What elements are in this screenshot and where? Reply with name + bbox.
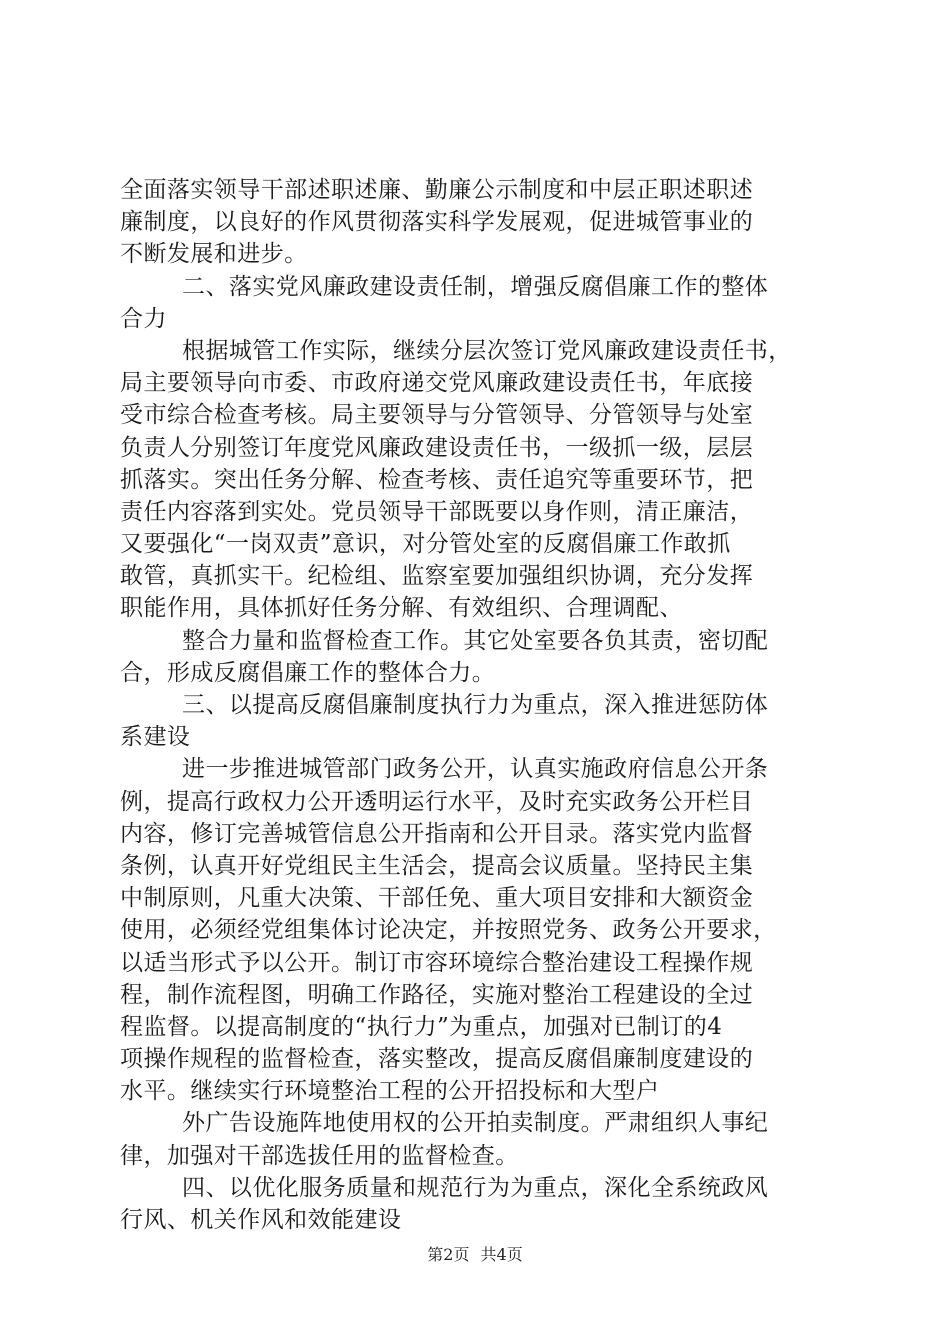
text-line: 负责人分别签订年度党风廉政建设责任书，一级抓一级，层层 <box>120 434 754 461</box>
text-line: 受市综合检查考核。局主要领导与分管领导、分管领导与处室 <box>120 402 754 429</box>
text-line: 行风、机关作风和效能建设 <box>120 1207 402 1233</box>
text-line: 职能作用，具体抓好任务分解、有效组织、合理调配、 <box>120 595 683 622</box>
text-line: 例，提高行政权力公开透明运行水平，及时充实政务公开栏目 <box>120 788 754 815</box>
text-line: 全面落实领导干部述职述廉、勤廉公示制度和中层正职述职述 <box>120 177 754 203</box>
text-line: 系建设 <box>120 724 191 751</box>
text-line: 敢管，真抓实干。纪检组、监察室要加强组织协调，充分发挥 <box>120 563 754 590</box>
text-line: 程，制作流程图，明确工作路径，实施对整治工程建设的全过 <box>120 981 754 1008</box>
text-line: 使用，必须经党组集体讨论决定，并按照党务、政务公开要求， <box>120 917 777 944</box>
page-number: 第2页 <box>427 1245 470 1264</box>
text-line: 水平。继续实行环境整治工程的公开招投标和大型户 <box>120 1078 660 1105</box>
text-line: 外广告设施阵地使用权的公开拍卖制度。严肃组织人事纪 <box>182 1110 769 1137</box>
text-line: 律，加强对干部选拔任用的监督检查。 <box>120 1142 519 1169</box>
page-footer <box>0 1242 950 1265</box>
text-line: 合力 <box>120 305 167 332</box>
text-line: 责任内容落到实处。党员领导干部既要以身作则，清正廉洁， <box>120 498 754 525</box>
text-line: 抓落实。突出任务分解、检查考核、责任追究等重要环节，把 <box>120 466 754 493</box>
text-line: 中制原则，凡重大决策、干部任免、重大项目安排和大额资金 <box>120 885 754 912</box>
text-line: 项操作规程的监督检查，落实整改，提高反腐倡廉制度建设的 <box>120 1046 754 1073</box>
text-line: 又要强化“一岗双责”意识，对分管处室的反腐倡廉工作敢抓 <box>120 531 731 558</box>
text-line: 四、以优化服务质量和规范行为为重点，深化全系统政风 <box>182 1174 769 1201</box>
text-line: 不断发展和进步。 <box>120 241 308 268</box>
text-line: 进一步推进城管部门政务公开，认真实施政府信息公开条 <box>182 756 769 783</box>
text-line: 程监督。以提高制度的“执行力”为重点，加强对已制订的4 <box>120 1013 723 1040</box>
page-total: 共4页 <box>480 1245 523 1264</box>
text-line: 局主要领导向市委、市政府递交党风廉政建设责任书，年底接 <box>120 370 754 397</box>
text-line: 根据城管工作实际，继续分层次签订党风廉政建设责任书， <box>182 337 792 364</box>
text-line: 三、以提高反腐倡廉制度执行力为重点，深入推进惩防体 <box>182 692 769 718</box>
text-line: 二、落实党风廉政建设责任制，增强反腐倡廉工作的整体 <box>182 273 769 300</box>
text-line: 以适当形式予以公开。制订市容环境综合整治建设工程操作规 <box>120 949 754 976</box>
text-line: 整合力量和监督检查工作。其它处室要各负其责，密切配 <box>182 627 769 654</box>
text-line: 廉制度，以良好的作风贯彻落实科学发展观，促进城管事业的 <box>120 209 754 236</box>
document-body <box>120 174 840 1236</box>
text-line: 合，形成反腐倡廉工作的整体合力。 <box>120 659 496 686</box>
text-line: 条例，认真开好党组民主生活会，提高会议质量。坚持民主集 <box>120 852 754 879</box>
text-line: 内容，修订完善城管信息公开指南和公开目录。落实党内监督 <box>120 820 754 847</box>
